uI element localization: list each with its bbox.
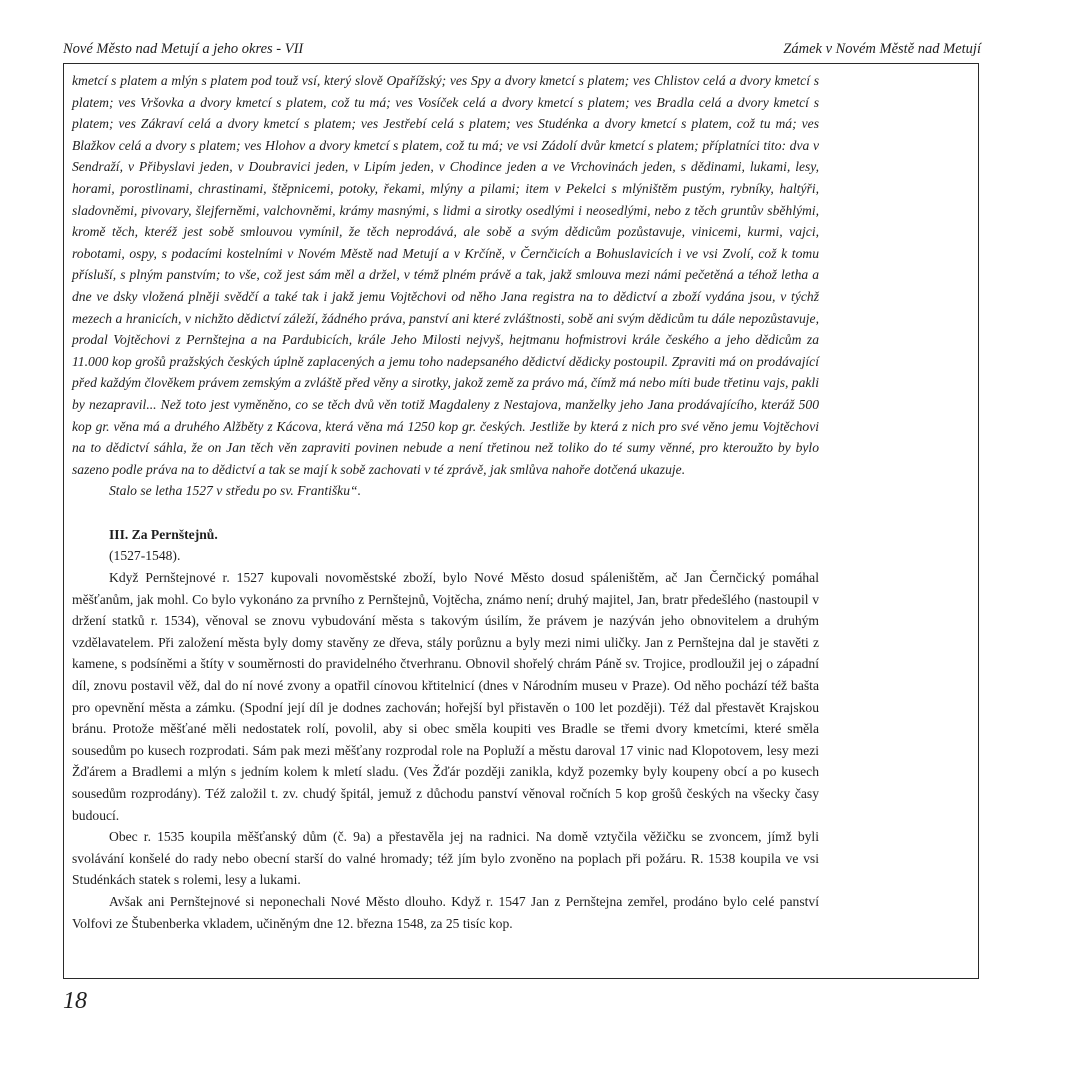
section-years: (1527-1548). [109, 548, 181, 564]
quoted-document [72, 70, 819, 502]
page-number: 18 [63, 988, 87, 1014]
running-header [63, 38, 981, 60]
header-chapter-title: Zámek v Novém Městě nad Metují [783, 41, 981, 57]
section-heading: III. Za Pernštejnů. [109, 526, 218, 542]
quote-closing: Stalo se letha 1527 v středu po sv. Františku“. [109, 483, 361, 499]
section-spacer [72, 502, 819, 524]
page-content [72, 70, 819, 934]
body-paragraph: Avšak ani Pernštejnové si neponechali Nové Město dlouho. Když r. 1547 Jan z Pernštejna zemřel, prodáno bylo celé panství Volfovi ze Štubenberka vkladem, učiněným dne 12. března 1548, za 25 tisíc kop. [72, 893, 819, 931]
header-book-title: Nové Město nad Metují a jeho okres - VII [63, 41, 304, 57]
body-paragraph: Když Pernštejnové r. 1527 kupovali novoměstské zboží, bylo Nové Město dosud spáleništěm, ač Jan Černčický pomáhal měšťanům, jak mohl. Co bylo vykonáno za prvního z Pernštejnů, Vojtěcha, známo není; druhý majitel, Jan, bratr předešlého (nastoupil v držení statků r. 1534), věnoval se znovu vybudování města s takovým úsilím, že právem je nazýván jeho obnovitelem a druhým vzdělavatelem. Při založení města byly domy stavěny ze dřeva, stály porůznu a byly mezi nimi uličky. Jan z Pernštejna dal je stavěti z kamene, s podsíněmi a štíty v souměrnosti do pravidelného čtverhranu. Obnovil shořelý chrám Páně sv. Trojice, prodloužil jej o západní díl, znovu postavil věž, dal do ní nové zvony a opatřil cínovou křtitelnicí (dnes v Národním museu v Praze). Od něho pochází též bašta pro opevnění města a zámku. (Spodní její díl je dodnes zachován; hořejší byl přistavěn o 100 let později). Též dal přestavět Krajskou bránu. Protože měšťané měli nedostatek rolí, povolil, aby si obec směla koupiti ves Bradle se třemi dvory kmetcími, které směla sousedům po kusech rozprodati. Sám pak mezi měšťany rozprodal role na Popluží a městu daroval 17 vinic nad Klopotovem, lesy mezi Žďárem a Bradlemi a mlýn s jedním kolem k mletí sladu. (Ves Žďár později zanikla, když pozemky byly koupeny obcí a po kusech sousedům rozprodány). Též založil t. zv. chudý špitál, jemuž z důchodu panství věnoval ročních 5 kop grošů českých na všecky časy budoucí. [72, 570, 819, 823]
body-paragraph: Obec r. 1535 koupila měšťanský dům (č. 9a) a přestavěla jej na radnici. Na domě vztyčila věžičku se zvoncem, jímž byli svolávání konšelé do rady nebo obecní starší do valné hromady; též jím bylo zvoněno na poplach při požáru. R. 1538 koupila ve vsi Studénkách statek s rolemi, lesy a lukami. [72, 829, 819, 888]
quote-paragraph: kmetcí s platem a mlýn s platem pod touž vsí, který slově Opařížský; ves Spy a dvory kmetcí s platem; ves Chlistov celá a dvory kmetcí s platem; ves Vršovka a dvory kmetcí s platem, což tu má; ves Vosíček celá a dvory kmetcí s platem; ves Bradla celá a dvory kmetcí s platem; ves Zákraví celá a dvory kmetcí s platem; ves Jestřebí celá s platem; ves Studénka a dvory kmetcí s platem, což tu má; ves Blažkov celá a dvory s platem; ves Hlohov a dvory kmetcí s platem, což tu má; ve vsi Zádolí dvůr kmetcí s platem; příplatníci tito: dva v Sendraží, v Přibyslavi jeden, v Doubravici jeden, v Lipím jeden, v Chodince jeden a ve Vrchovinách jeden, s dědinami, lukami, lesy, horami, porostlinami, chrastinami, štěpnicemi, potoky, řekami, mlýny a pilami; item v Pekelci s mlýništěm pustým, rybníky, haltýři, sladovněmi, pivovary, šlejferněmi, valchovněmi, krámy masnými, s lidmi a sirotky osedlými i neosedlými, nebo z těch gruntův sběhlými, kromě těch, kteréž jest sobě smlouvou vymínil, že těch neprodává, ale sobě a svým dědicům pozůstavuje, vinicemi, kurmi, vajci, robotami, ospy, s podacími kostelními v Novém Městě nad Metují a v Krčíně, v Černčicích a Bohuslavicích i ve vsi Zvolí, což k tomu přísluší, s plným panstvím; to vše, což jest sám měl a držel, v témž plném právě a tak, jakž smlouva mezi námi pečetěná a téhož letha a dne ve dsky vložená plněji svědčí a také tak i jakž jemu Vojtěchovi od něho Jana registra na to dědictví a zboží vydána jsou, v týchž mezech a hranicích, v nichžto dědictví záleží, žádného práva, panství ani které zvláštnosti, sobě ani svým dědicům tu dále nepozůstavuje, prodal Vojtěchovi z Pernštejna a na Pardubicích, králе Jeho Milosti nejvyš, hejtmanu hofmistrovi krále českého a jeho dědicům za 11.000 kop grošů pražských českých úplně zaplacených a jemu toho nadepsaného dědictví dědicky postoupil. Zpraviti má on prodávající před každým člověkem právem zemským a zvláště před věny a sirotky, jakož země za právo má, čímž má nebo míti bude třetinu vajs, pakli by nezapravil... Než toto jest vyměněno, co se těch dvů věn totiž Magdaleny z Nestajova, manželky jeho Jana prodávajícího, kteráž 500 kop gr. věna má a druhého Alžběty z Kácova, která věna má 1250 kop gr. českých. Jestliže by která z nich pro své věno jemu Vojtěchovi na to dědictví sáhla, že on Jan těch věn zapraviti povinen nebude a není třetinou než toliko do té sumy věnné, pro kteroužto by bylo sazeno podle práva na to dědictví a tak se mají k sobě zachovati v té zprávě, jak smlůva nahoře dotčená ukazuje. [72, 73, 819, 477]
